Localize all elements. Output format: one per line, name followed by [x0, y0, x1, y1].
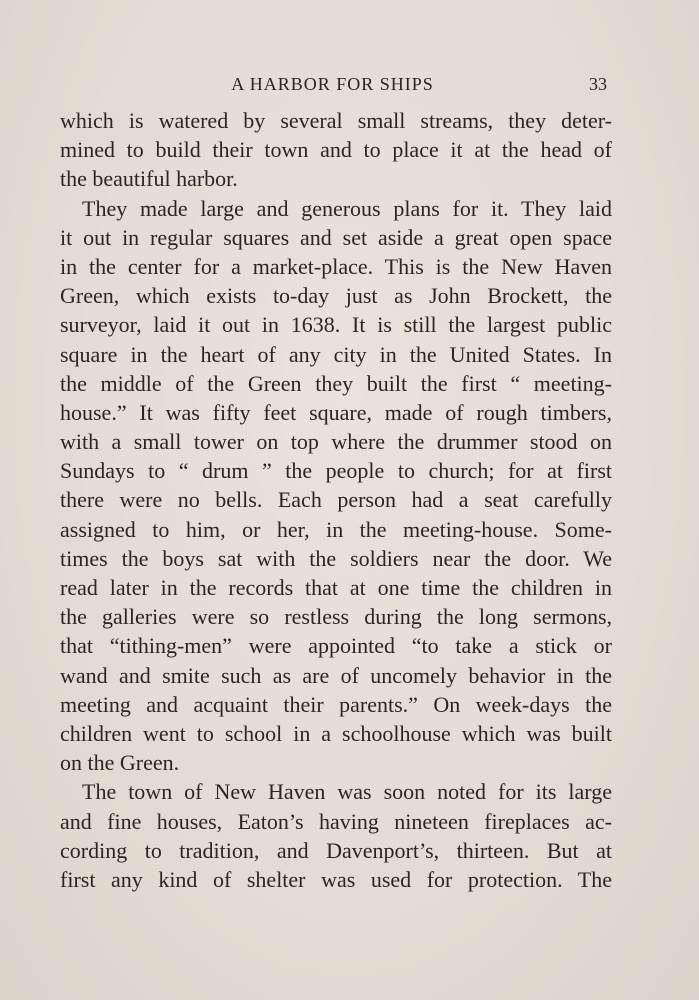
text-line: cording to tradition, and Davenport’s, thirteen. But at [60, 837, 612, 863]
text-line: children went to school in a schoolhouse which was built [60, 720, 612, 746]
text-line: surveyor, laid it out in 1638. It is still the largest public [60, 312, 612, 338]
text-line: They made large and generous plans for it. They laid [82, 195, 612, 221]
running-title: A HARBOR FOR SHIPS [231, 74, 434, 94]
text-line: which is watered by several small streams, they deter- [60, 108, 612, 133]
text-line: first any kind of shelter was used for protection. The [60, 866, 612, 892]
text-line: with a small tower on top where the drummer stood on [60, 429, 612, 455]
text-line: wand and smite such as are of uncomely behavior in the [60, 662, 612, 688]
text-line: meeting and acquaint their parents.” On week-days the [60, 691, 612, 717]
text-line: it out in regular squares and set aside a great open space [60, 224, 612, 250]
paragraph-2 [60, 194, 612, 778]
text-line: on the Green. [60, 750, 180, 776]
text-line: there were no bells. Each person had a seat carefully [60, 487, 612, 513]
running-head [60, 74, 605, 98]
text-line: and fine houses, Eaton’s having nineteen fireplaces ac- [60, 808, 612, 834]
text-line: Green, which exists to-day just as John Brockett, the [60, 283, 612, 309]
text-line: the beautiful harbor. [60, 166, 238, 192]
paragraph-1 [60, 106, 612, 194]
text-line: square in the heart of any city in the United States. In [60, 341, 612, 367]
text-line: in the center for a market-place. This is the New Haven [60, 253, 612, 279]
body-text [60, 106, 612, 894]
text-line: times the boys sat with the soldiers near the door. We [60, 545, 612, 571]
text-line: the middle of the Green they built the first “ meeting- [60, 370, 612, 396]
text-line: The town of New Haven was soon noted for its large [82, 779, 612, 805]
text-line: Sundays to “ drum ” the people to church; for at first [60, 458, 612, 484]
page-number: 33 [589, 74, 607, 94]
text-line: that “tithing-men” were appointed “to take a stick or [60, 633, 612, 659]
text-line: house.” It was fifty feet square, made of rough timbers, [60, 399, 612, 425]
text-line: the galleries were so restless during the long sermons, [60, 604, 612, 630]
text-line: assigned to him, or her, in the meeting-house. Some- [60, 516, 612, 542]
paragraph-3 [60, 777, 612, 894]
text-line: read later in the records that at one time the children in [60, 575, 612, 600]
text-line: mined to build their town and to place it at the head of [60, 137, 612, 163]
